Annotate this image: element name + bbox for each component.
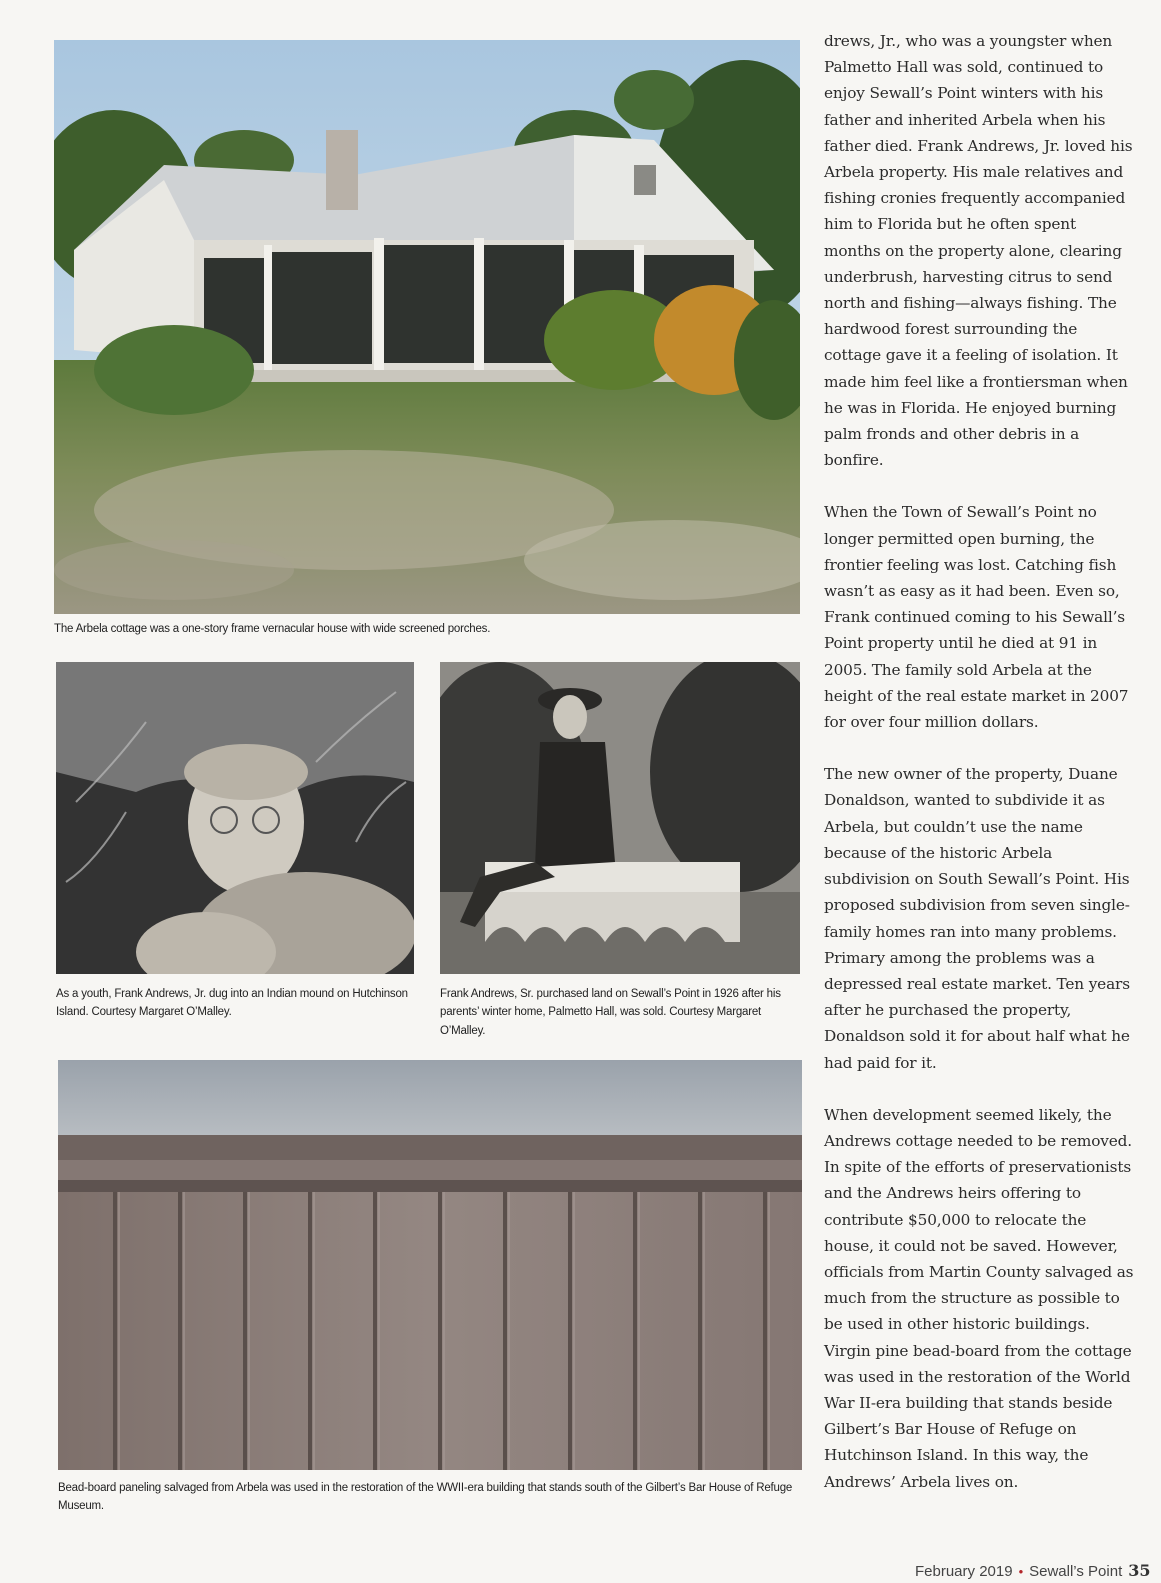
footer-bullet: • [1018, 1564, 1024, 1579]
cottage-caption: The Arbela cottage was a one-story frame vernacular house with wide screened porches. [54, 623, 491, 635]
footer-date: February 2019 [915, 1563, 1013, 1580]
beadboard-caption: Bead-board paneling salvaged from Arbela was used in the restoration of the WWII-era building that stands south of the Gilbert’s Bar House of Refuge Museum. [58, 1482, 793, 1513]
footer-publication: Sewall’s Point [1029, 1563, 1123, 1580]
beadboard-photo [58, 1060, 802, 1470]
senior-caption: Frank Andrews, Sr. purchased land on Sewall’s Point in 1926 after his parents’ winter home, Palmetto Hall, was sold. Courtesy Margaret O’Malley. [440, 988, 781, 1037]
cottage-photo [54, 40, 800, 614]
article-paragraph-3: The new owner of the property, Duane Donaldson, wanted to subdivide it as Arbela, but couldn’t use the name because of the historic Arbela subdivision on South Sewall’s Point. His proposed subdivision from seven single-family homes ran into many problems. Primary among the problems was a depressed real estate market. Ten years after he purchased the property, Donaldson sold it for about half what he had paid for it. [824, 765, 1130, 1072]
page-number: 35 [1128, 1561, 1151, 1580]
page-footer [915, 1561, 1151, 1580]
article-column [824, 28, 1134, 1521]
article-paragraph-2: When the Town of Sewall’s Point no longer permitted open burning, the frontier feeling was lost. Catching fish wasn’t as easy as it had been. Even so, Frank continued coming to his Sewall’s Point property until he died at 91 in 2005. The family sold Arbela at the height of the real estate market in 2007 for over four million dollars. [824, 503, 1129, 732]
youth-caption: As a youth, Frank Andrews, Jr. dug into an Indian mound on Hutchinson Island. Courtesy Margaret O’Malley. [56, 988, 408, 1019]
article-paragraph-4: When development seemed likely, the Andrews cottage needed to be removed. In spite of the efforts of preservationists and the Andrews heirs offering to contribute $50,000 to relocate the house, it could not be saved. However, officials from Martin County salvaged as much from the structure as possible to be used in other historic buildings. Virgin pine bead-board from the cottage was used in the restoration of the World War II-era building that stands beside Gilbert’s Bar House of Refuge on Hutchinson Island. In this way, the Andrews’ Arbela lives on. [824, 1105, 1134, 1491]
article-paragraph-1: drews, Jr., who was a youngster when Palmetto Hall was sold, continued to enjoy Sewall’s Point winters with his father and inherited Arbela when his father died. Frank Andrews, Jr. loved his Arbela property. His male relatives and fishing cronies frequently accompanied him to Florida but he often spent months on the property alone, clearing underbrush, harvesting citrus to send north and fishing—always fishing. The hardwood forest surrounding the cottage gave it a feeling of isolation. It made him feel like a frontiersman when he was in Florida. He enjoyed burning palm fronds and other debris in a bonfire. [824, 32, 1133, 470]
senior-photo [440, 662, 800, 974]
youth-photo [56, 662, 414, 974]
